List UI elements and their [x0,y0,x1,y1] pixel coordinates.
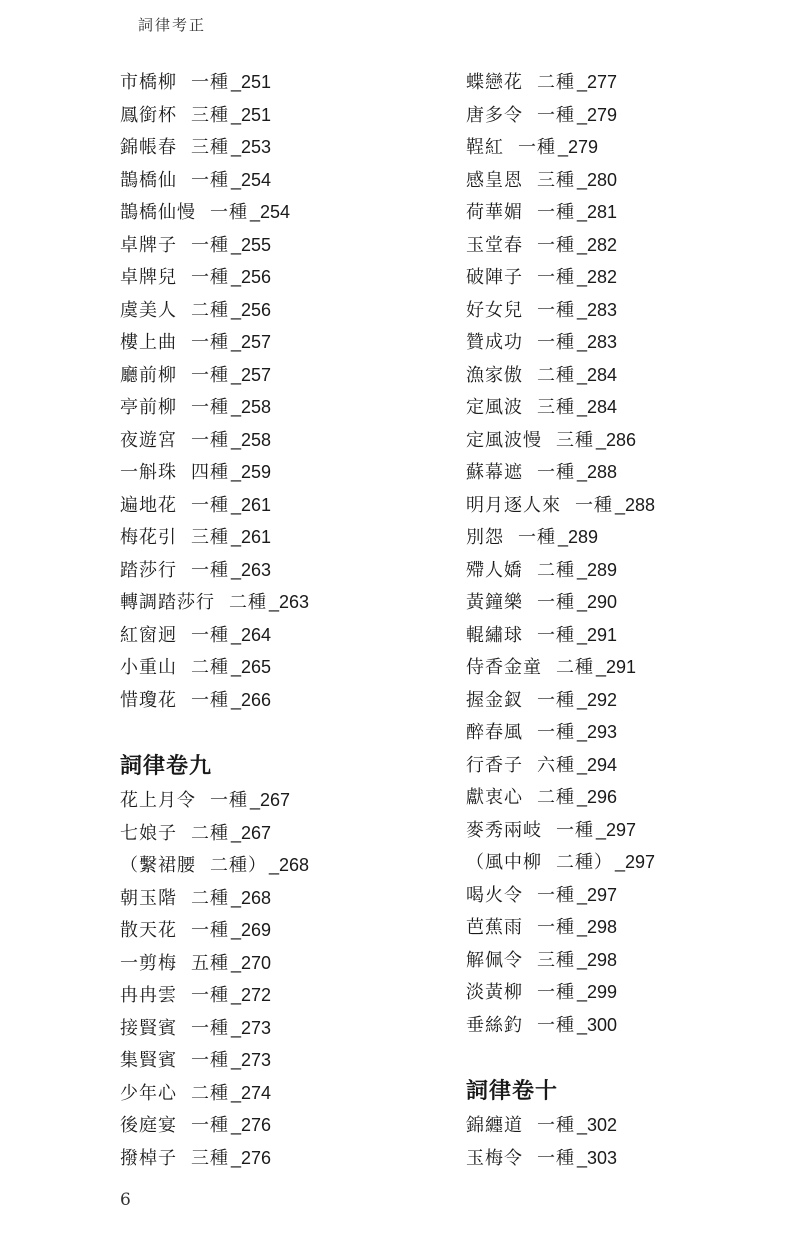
entry-name: 小重山 [120,657,177,678]
entry-variant-count: 一種 [191,494,229,516]
entry-page-number: _289 [577,559,618,580]
entry-name: 玉梅令 [466,1147,523,1169]
entry-page-number: _256 [231,299,272,320]
entry-name: 卓牌子 [120,234,177,256]
entry-page-number: _269 [231,920,272,940]
entry-name: 七娘子 [120,822,177,844]
section-title-juan-10: 詞律卷十 [466,1078,559,1104]
toc-entry [466,781,790,814]
entry-variant-count: 一種 [537,1115,575,1136]
entry-page-number: _267 [250,790,291,810]
toc-entry [466,911,790,944]
entry-page-number: _281 [577,202,618,222]
entry-variant-count: 一種 [191,429,229,451]
entry-page-number: _284 [577,397,618,417]
entry-page-number: _289 [558,527,599,547]
toc-entry [120,1044,450,1077]
entry-variant-count: 二種 [537,787,575,808]
entry-name: 蘇幕遮 [466,462,523,483]
entry-name: 踏莎行 [120,559,177,581]
entry-page-number: _261 [231,494,272,515]
entry-variant-count: 三種 [537,169,575,191]
toc-entry [466,651,790,684]
entry-variant-count: 一種 [518,137,556,158]
entry-page-number: _265 [231,657,272,677]
entry-variant-count: 二種 [191,822,229,844]
entry-page-number: _272 [231,985,272,1005]
entry-page-number: _291 [577,624,618,645]
toc-entry [120,196,450,229]
entry-page-number: _256 [231,267,272,287]
entry-page-number: _255 [231,234,272,255]
toc-entry [466,1009,790,1042]
toc-entry [466,521,790,554]
entry-name: 朝玉階 [120,887,177,909]
entry-name: 亭前柳 [120,397,177,418]
toc-entry [466,814,790,847]
toc-entry [466,684,790,717]
entry-page-number: _257 [231,332,272,352]
entry-name: 一剪梅 [120,952,177,974]
entry-variant-count: 一種 [191,920,229,941]
entry-variant-count: 一種 [537,202,575,223]
entry-variant-count: 一種 [191,624,229,646]
toc-entry [120,784,450,817]
entry-page-number: _266 [231,689,272,710]
entry-name: 定風波 [466,397,523,418]
toc-entry [466,359,790,392]
entry-variant-count: 二種 [191,887,229,909]
entry-variant-count: 一種 [518,527,556,548]
entry-page-number: _263 [231,559,272,580]
entry-name: 惜瓊花 [120,689,177,711]
entry-name: 握金釵 [466,689,523,711]
entry-page-number: _273 [231,1050,272,1070]
entry-variant-count: 二種 [191,657,229,678]
entry-name: （風中柳 [466,852,542,873]
toc-entry [120,882,450,915]
entry-name: 紅窗迥 [120,624,177,646]
entry-name: 黃鐘樂 [466,592,523,613]
entry-name: 撥棹子 [120,1147,177,1169]
toc-entry [120,164,450,197]
toc-entry [466,66,790,99]
entry-name: 荷華媚 [466,202,523,223]
entry-name: 喝火令 [466,884,523,906]
entry-name: 鳳銜杯 [120,104,177,126]
toc-entry [120,66,450,99]
entry-variant-count: 一種 [191,234,229,256]
entry-name: 感皇恩 [466,169,523,191]
entry-page-number: _294 [577,754,618,775]
toc-entry [120,914,450,947]
entry-variant-count: 二種 [537,364,575,386]
entry-page-number: _268 [231,887,272,908]
toc-entry [120,1077,450,1110]
toc-entry [120,979,450,1012]
toc-entry [120,684,450,717]
entry-page-number: _290 [577,592,618,612]
entry-page-number: _267 [231,822,272,843]
toc-entry [466,586,790,619]
toc-entry [466,554,790,587]
entry-page-number: _254 [231,169,272,190]
entry-page-number: _261 [231,527,272,547]
entry-page-number: _293 [577,722,618,742]
entry-page-number: _254 [250,202,291,222]
toc-entry [466,261,790,294]
entry-name: 定風波慢 [466,429,542,451]
entry-name: 集賢賓 [120,1050,177,1071]
entry-variant-count: 一種 [537,884,575,906]
entry-name: 贊成功 [466,332,523,353]
entry-variant-count: 一種 [537,624,575,646]
entry-page-number: _300 [577,1014,618,1035]
toc-entry [120,1142,450,1175]
toc-entry [466,131,790,164]
entry-name: 侍香金童 [466,657,542,678]
left-column [120,66,450,1174]
entry-name: （繫裙腰 [120,855,196,876]
toc-entry [120,131,450,164]
entry-name: 一斛珠 [120,462,177,483]
entry-variant-count: 一種 [191,364,229,386]
entry-page-number: _264 [231,624,272,645]
toc-entry [120,651,450,684]
right-entries-top [466,66,790,1041]
entry-name: 蝶戀花 [466,72,523,93]
entry-variant-count: 一種 [191,1115,229,1136]
entry-variant-count: 一種 [210,790,248,811]
section-spacer [466,1041,790,1073]
entry-name: 唐多令 [466,104,523,126]
entry-variant-count: 一種 [210,202,248,223]
entry-variant-count: 二種 [537,559,575,581]
entry-variant-count: 一種 [575,494,613,516]
entry-variant-count: 一種 [191,985,229,1006]
toc-entry [466,294,790,327]
entry-variant-count: 二種 [537,72,575,93]
entry-variant-count: 三種 [191,137,229,158]
entry-name: 輥繡球 [466,624,523,646]
entry-variant-count: 二種 [556,657,594,678]
right-column [466,66,790,1174]
entry-name: 冉冉雲 [120,985,177,1006]
toc-entry [120,359,450,392]
entry-variant-count: 一種 [191,1050,229,1071]
entry-page-number: _279 [577,104,618,125]
entry-variant-count: 三種 [537,397,575,418]
toc-entry [120,99,450,132]
entry-name: 散天花 [120,920,177,941]
entry-page-number: _298 [577,917,618,937]
toc-entry [466,391,790,424]
entry-page-number: _297 [615,852,656,872]
toc-entry [466,976,790,1009]
entry-page-number: _258 [231,429,272,450]
entry-variant-count: 一種 [191,169,229,191]
entry-variant-count: 一種 [191,267,229,288]
entry-name: 虞美人 [120,299,177,321]
entry-variant-count: 二種 [191,299,229,321]
entry-name: 醉春風 [466,722,523,743]
toc-entry [466,1109,790,1142]
left-entries-top [120,66,450,716]
toc-entry [120,489,450,522]
entry-name: 少年心 [120,1082,177,1104]
entry-variant-count: 一種 [191,332,229,353]
entry-page-number: _291 [596,657,637,677]
entry-variant-count: 六種 [537,754,575,776]
entry-variant-count: 三種 [537,949,575,971]
entry-page-number: _283 [577,332,618,352]
toc-entry [120,456,450,489]
entry-page-number: _282 [577,267,618,287]
left-entries-section [120,784,450,1174]
entry-variant-count: 一種 [537,592,575,613]
page-number: 6 [120,1190,131,1210]
entry-name: 獻衷心 [466,787,523,808]
toc-entry [466,716,790,749]
entry-name: 遍地花 [120,494,177,516]
entry-name: 好女兒 [466,299,523,321]
entry-name: 明月逐人來 [466,494,561,516]
entry-name: 垂絲釣 [466,1014,523,1036]
entry-name: 麥秀兩岐 [466,819,542,841]
entry-page-number: _292 [577,689,618,710]
entry-page-number: _274 [231,1082,272,1103]
entry-page-number: _288 [577,462,618,482]
entry-variant-count: 一種 [191,559,229,581]
entry-page-number: _297 [596,819,637,840]
entry-name: 卓牌兒 [120,267,177,288]
entry-variant-count: 三種 [191,104,229,126]
entry-name: 芭蕉雨 [466,917,523,938]
entry-variant-count: 一種 [537,1014,575,1036]
toc-entry [466,164,790,197]
entry-name: 錦纏道 [466,1115,523,1136]
entry-page-number: _284 [577,364,618,385]
section-spacer [120,716,450,748]
toc-entry [466,456,790,489]
toc-entry [466,619,790,652]
entry-page-number: _251 [231,104,272,125]
entry-name: 行香子 [466,754,523,776]
entry-name: 梅花引 [120,527,177,548]
toc-entry [466,326,790,359]
entry-name: 鞓紅 [466,137,504,158]
entry-page-number: _273 [231,1017,272,1038]
toc-entry [120,391,450,424]
entry-page-number: _297 [577,884,618,905]
entry-variant-count: 一種 [191,1017,229,1039]
entry-page-number: _251 [231,72,272,92]
entry-variant-count: 一種 [537,917,575,938]
entry-page-number: _303 [577,1147,618,1168]
right-entries-section [466,1109,790,1174]
entry-variant-count: 一種 [537,234,575,256]
toc-entry [120,521,450,554]
toc-entry [466,489,790,522]
entry-name: 殢人嬌 [466,559,523,581]
toc-entry [120,229,450,262]
entry-variant-count: 一種 [537,462,575,483]
entry-variant-count: 一種 [537,267,575,288]
entry-variant-count: 一種 [191,72,229,93]
entry-page-number: _296 [577,787,618,807]
toc-entry [120,817,450,850]
toc-entry [466,944,790,977]
entry-variant-count: 二種 [229,592,267,613]
entry-page-number: _302 [577,1115,618,1135]
toc-entry [466,749,790,782]
entry-variant-count: 一種 [537,332,575,353]
entry-name: 接賢賓 [120,1017,177,1039]
entry-page-number: _283 [577,299,618,320]
entry-name: 錦帳春 [120,137,177,158]
entry-page-number: _277 [577,72,618,92]
entry-page-number: _299 [577,982,618,1002]
entry-variant-count: 一種 [537,299,575,321]
entry-variant-count: 一種 [537,722,575,743]
section-title-juan-9: 詞律卷九 [120,753,213,779]
entry-variant-count: 一種 [537,689,575,711]
entry-page-number: _253 [231,137,272,157]
entry-page-number: _263 [269,592,310,612]
toc-entry [120,424,450,457]
toc-entry [120,261,450,294]
entry-variant-count: 四種 [191,462,229,483]
entry-page-number: _280 [577,169,618,190]
entry-variant-count: 一種 [191,397,229,418]
toc-entry [120,294,450,327]
entry-name: 後庭宴 [120,1115,177,1136]
entry-name: 花上月令 [120,790,196,811]
entry-name: 鵲橋仙慢 [120,202,196,223]
entry-variant-count: 一種 [537,104,575,126]
entry-page-number: _279 [558,137,599,157]
entry-variant-count: 三種 [191,527,229,548]
toc-entry [466,1142,790,1175]
toc-entry [466,229,790,262]
entry-variant-count: 一種 [191,689,229,711]
toc-entry [120,586,450,619]
entry-variant-count: 一種 [537,1147,575,1169]
entry-name: 市橋柳 [120,72,177,93]
entry-name: 鵲橋仙 [120,169,177,191]
entry-page-number: _257 [231,364,272,385]
entry-name: 夜遊宮 [120,429,177,451]
entry-variant-count: 三種 [556,429,594,451]
entry-variant-count: 二種） [556,852,613,873]
entry-page-number: _286 [596,429,637,450]
entry-variant-count: 二種 [191,1082,229,1104]
entry-page-number: _282 [577,234,618,255]
toc-entry [466,99,790,132]
toc-entry [466,879,790,912]
entry-name: 漁家傲 [466,364,523,386]
toc-entry [120,554,450,587]
entry-variant-count: 一種 [537,982,575,1003]
toc-entry [120,326,450,359]
entry-name: 轉調踏莎行 [120,592,215,613]
entry-variant-count: 五種 [191,952,229,974]
toc-entry [120,1109,450,1142]
entry-page-number: _268 [269,855,310,875]
toc-entry [466,424,790,457]
toc-entry [120,849,450,882]
entry-variant-count: 一種 [556,819,594,841]
entry-page-number: _258 [231,397,272,417]
running-header: 詞律考正 [138,16,207,34]
entry-page-number: _276 [231,1115,272,1135]
entry-name: 破陣子 [466,267,523,288]
entry-name: 樓上曲 [120,332,177,353]
entry-name: 廳前柳 [120,364,177,386]
entry-page-number: _298 [577,949,618,970]
entry-page-number: _288 [615,494,656,515]
entry-page-number: _259 [231,462,272,482]
toc-entry [120,1012,450,1045]
toc-entry [466,196,790,229]
entry-name: 玉堂春 [466,234,523,256]
entry-page-number: _270 [231,952,272,973]
entry-page-number: _276 [231,1147,272,1168]
entry-name: 解佩令 [466,949,523,971]
entry-variant-count: 二種） [210,855,267,876]
toc-entry [120,619,450,652]
toc-entry [466,846,790,879]
entry-name: 淡黃柳 [466,982,523,1003]
entry-variant-count: 三種 [191,1147,229,1169]
toc-entry [120,947,450,980]
entry-name: 別怨 [466,527,504,548]
